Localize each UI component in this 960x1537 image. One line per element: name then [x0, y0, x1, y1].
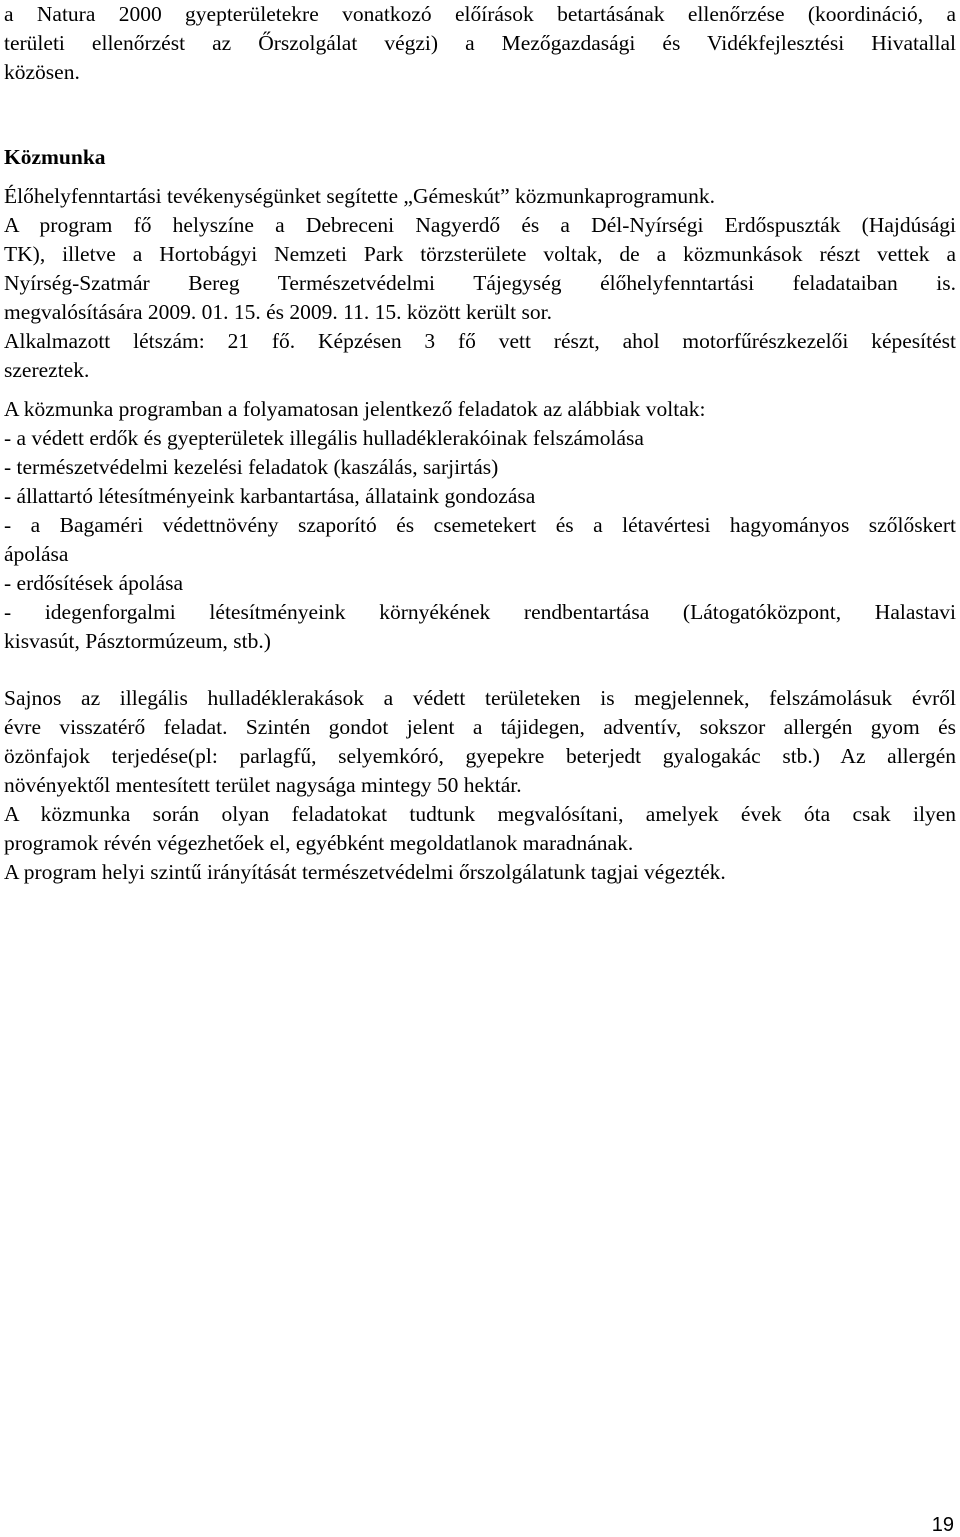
- closing-paragraph: [4, 684, 956, 887]
- tasks-list: [4, 395, 956, 656]
- text-line: özönfajok terjedése(pl: parlagfű, selyemkóró, gyepekre beterjedt gyalogakác stb.) Az allergén: [4, 744, 956, 768]
- text-line: Élőhelyfenntartási tevékenységünket segítette „Gémeskút” közmunkaprogramunk.: [4, 184, 716, 208]
- text-line: növényektől mentesített terület nagysága mintegy 50 hektár.: [4, 773, 522, 797]
- list-item: - állattartó létesítményeink karbantartása, állataink gondozása: [4, 484, 536, 508]
- spacer: [4, 172, 956, 182]
- text-line: közösen.: [4, 60, 80, 84]
- text-line: TK), illetve a Hortobágyi Nemzeti Park törzsterülete voltak, de a közmunkások részt vettek a: [4, 242, 956, 266]
- text-line: Nyírség-Szatmár Bereg Természetvédelmi Tájegység élőhelyfenntartási feladataiban is.: [4, 271, 956, 295]
- page-number: 19: [931, 1514, 954, 1536]
- program-paragraph: [4, 182, 956, 385]
- list-item: - idegenforgalmi létesítményeink környékének rendbentartása (Látogatóközpont, Halastavi: [4, 600, 956, 624]
- text-line: szereztek.: [4, 358, 90, 382]
- list-item: - természetvédelmi kezelési feladatok (kaszálás, sarjirtás): [4, 455, 499, 479]
- spacer: [4, 656, 956, 684]
- spacer: [4, 87, 956, 143]
- text-line: A program helyi szintű irányítását természetvédelmi őrszolgálatunk tagjai végezték.: [4, 860, 726, 884]
- list-item-continuation: ápolása: [4, 542, 69, 566]
- text-line: területi ellenőrzést az Őrszolgálat végzi) a Mezőgazdasági és Vidékfejlesztési Hivatallal: [4, 31, 956, 55]
- spacer: [4, 385, 956, 395]
- text-line: A közmunka során olyan feladatokat tudtunk megvalósítani, amelyek évek óta csak ilyen: [4, 802, 956, 826]
- list-intro: A közmunka programban a folyamatosan jelentkező feladatok az alábbiak voltak:: [4, 397, 706, 421]
- text-line: A program fő helyszíne a Debreceni Nagyerdő és a Dél-Nyírségi Erdőspuszták (Hajdúsági: [4, 213, 956, 237]
- text-line: Alkalmazott létszám: 21 fő. Képzésen 3 fő vett részt, ahol motorfűrészkezelői képesítést: [4, 329, 956, 353]
- text-line: Sajnos az illegális hulladéklerakások a védett területeken is megjelennek, felszámolásuk évről: [4, 686, 956, 710]
- list-item: - a Bagaméri védettnövény szaporító és csemetekert és a létavértesi hagyományos szőlőskert: [4, 513, 956, 537]
- list-item-continuation: kisvasút, Pásztormúzeum, stb.): [4, 629, 271, 653]
- intro-paragraph: [4, 0, 956, 87]
- document-page: [4, 0, 956, 887]
- text-line: évre visszatérő feladat. Szintén gondot jelent a tájidegen, adventív, sokszor allergén gyom és: [4, 715, 956, 739]
- text-line: megvalósítására 2009. 01. 15. és 2009. 11. 15. között került sor.: [4, 300, 552, 324]
- section-heading: Közmunka: [4, 145, 106, 169]
- list-item: - erdősítések ápolása: [4, 571, 184, 595]
- text-line: a Natura 2000 gyepterületekre vonatkozó előírások betartásának ellenőrzése (koordináció, a: [4, 2, 956, 26]
- list-item: - a védett erdők és gyepterületek illegális hulladéklerakóinak felszámolása: [4, 426, 644, 450]
- text-line: programok révén végezhetőek el, egyébként megoldatlanok maradnának.: [4, 831, 634, 855]
